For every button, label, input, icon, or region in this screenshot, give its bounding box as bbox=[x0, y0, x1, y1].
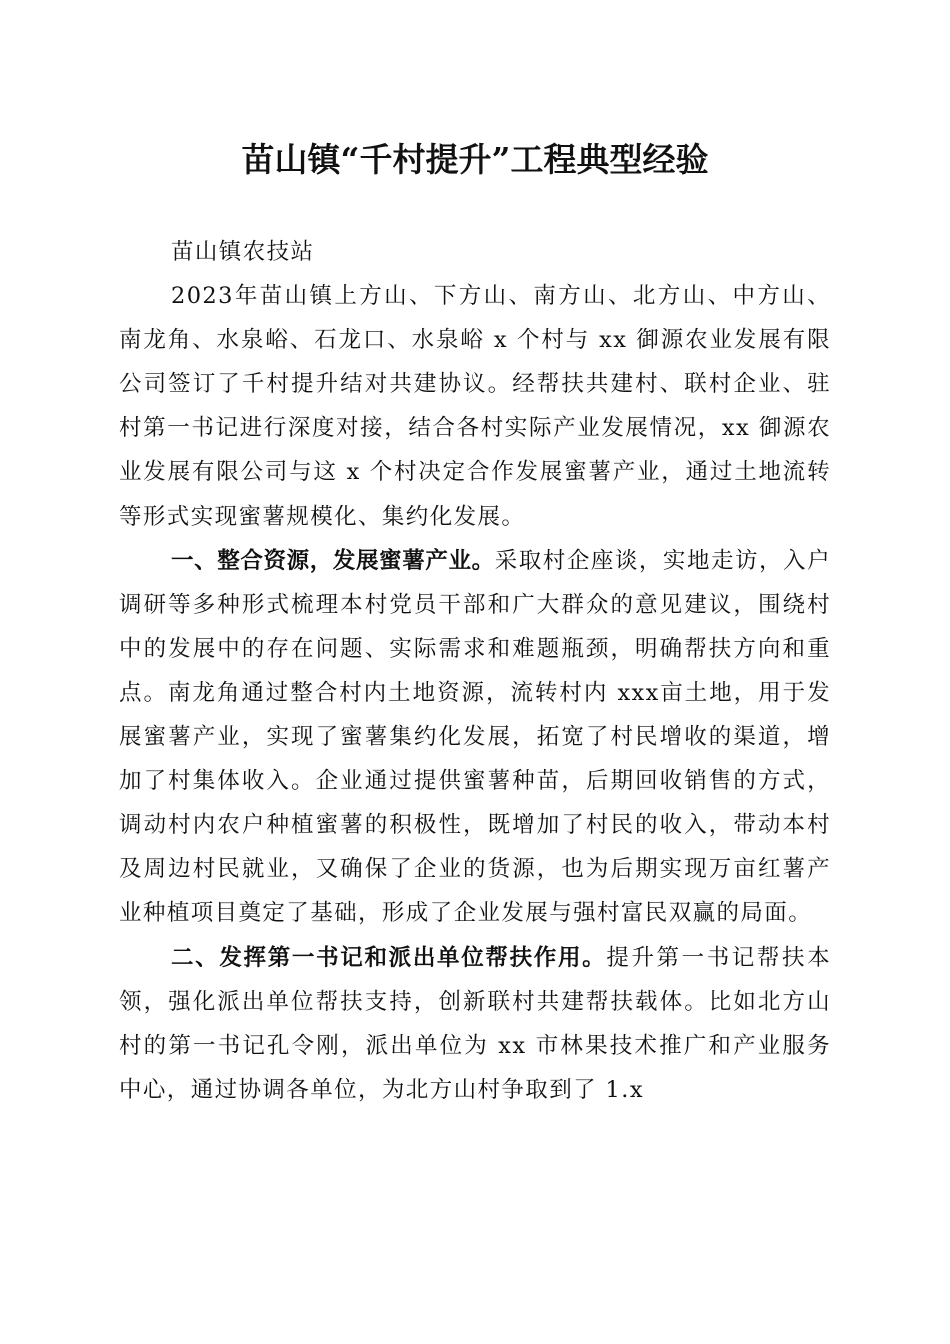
intro-paragraph bbox=[119, 274, 831, 539]
section1-heading: 一、整合资源，发展蜜薯产业。 bbox=[171, 547, 495, 574]
section1-line: 亩土地，用于发展蜜薯产业，实现了蜜薯集约化发展，拓宽了 bbox=[119, 679, 831, 751]
section1-line: 货源，也为后期实现万亩红薯产业种植项目奠定了基础，形成 bbox=[119, 856, 831, 927]
section1-line: 围绕村中的发展中的存在问题、实际需求和难题瓶颈，明确帮 bbox=[119, 591, 832, 662]
document-body bbox=[119, 230, 831, 1112]
section1-line: 加了村民的收入，带动本村及周边村民就业，又确保了企业的 bbox=[119, 812, 831, 883]
section2-line: 如北方山村的第一书记孔令刚，派出单位为 xx 市林果技术推广 bbox=[119, 988, 831, 1059]
document-title: 苗山镇“千村提升”工程典型经验 bbox=[241, 140, 709, 179]
section2-line: 和产业服务中心，通过协调各单位，为北方山村争取到了 1.x bbox=[119, 1032, 831, 1103]
section1-line: 采取村企座谈，实地走访， bbox=[494, 547, 784, 574]
intro-line: 业、驻村第一书记进行深度对接，结合各村实际产业发展情况， bbox=[119, 371, 832, 442]
section1-line: 村民增收的渠道，增加了村集体收入。企业通过提供蜜薯种苗， bbox=[119, 724, 831, 795]
section1-line: 扶方向和重点。南龙角通过整合村内土地资源，流转村内 xxx bbox=[119, 635, 831, 706]
section2-heading: 二、发挥第一书记和派出单位帮扶作用。 bbox=[171, 944, 607, 971]
section1-paragraph bbox=[119, 539, 831, 936]
section2-paragraph bbox=[119, 936, 831, 1112]
intro-line: 2023年苗山镇上方山、下方山、南方山、北方山、中方山、 bbox=[171, 283, 831, 310]
intro-line: 通过土地流转等形式实现蜜薯规模化、集约化发展。 bbox=[119, 459, 831, 530]
section2-line: 提升第一书记帮 bbox=[606, 944, 782, 971]
section1-line: 了企业发展与强村富民双赢的局面。 bbox=[429, 900, 813, 927]
intro-line: xx 御源农业发展有限公司与这 x 个村决定合作发展蜜薯产业， bbox=[119, 415, 831, 486]
section1-line: 后期回收销售的方式，调动村内农户种植蜜薯的积极性，既增 bbox=[119, 768, 831, 839]
intro-line: 南龙角、水泉峪、石龙口、水泉峪 x 个村与 xx 御源农业发展有 bbox=[119, 327, 808, 354]
author-text: 苗山镇农技站 bbox=[171, 239, 315, 265]
intro-line: 限公司签订了千村提升结对共建协议。经帮扶共建村、联村企 bbox=[119, 327, 831, 398]
section2-line: 扶本领，强化派出单位帮扶支持，创新联村共建帮扶载体。比 bbox=[119, 944, 831, 1015]
section1-line: 入户调研等多种形式梳理本村党员干部和广大群众的意见建议， bbox=[119, 547, 831, 618]
author-line bbox=[119, 230, 831, 274]
